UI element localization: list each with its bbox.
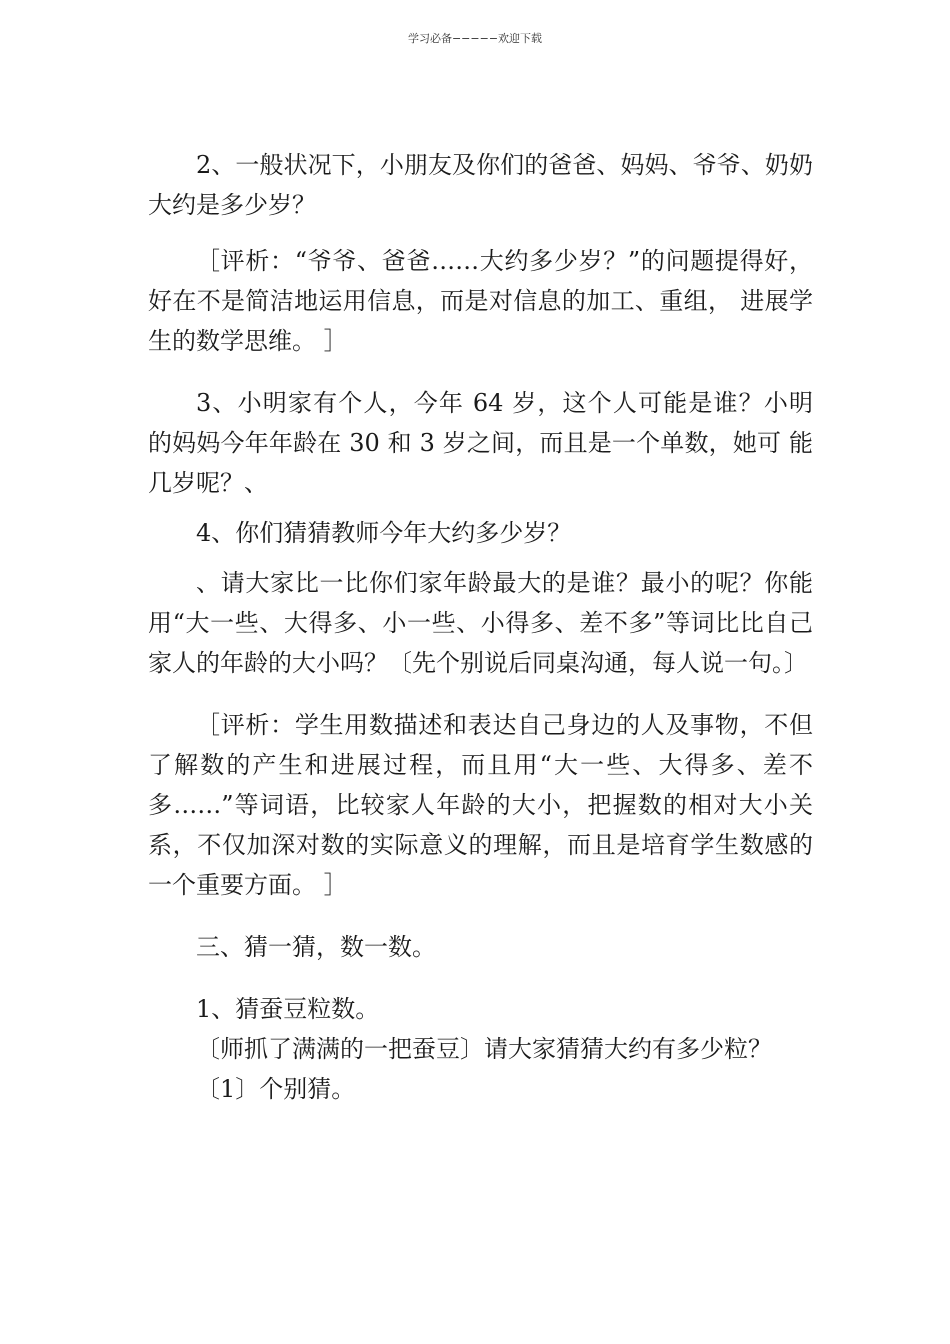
paragraph-question-2: 2、一般状况下，小朋友及你们的爸爸、妈妈、爷爷、奶奶大约是多少岁？ <box>148 151 813 219</box>
paragraph-commentary-1: ［评析：“爷爷、爸爸……大约多少岁？”的问题提得好， 好在不是简洁地运用信息，而是对信息的加工、重组， 进展学生的数学思维。 ］ <box>148 247 813 355</box>
paragraph-question-4: 4、你们猜猜教师今年大约多少岁？ <box>196 519 572 547</box>
paragraph-compare-ages: 、请大家比一比你们家年龄最大的是谁？最小的呢？你能用“大一些、大得多、小一些、小得多、差不多”等词比比自己家人的年龄的大小吗？〔先个别说后同桌沟通，每人说一句。〕 <box>148 569 813 677</box>
page-header: 学习必备−−−−−欢迎下载 <box>407 32 543 45</box>
paragraph-commentary-2: ［评析：学生用数描述和表达自己身边的人及事物，不但了解数的产生和进展过程，而且用“大一些、大得多、差不多……”等词语，比较家人年龄的大小，把握数的相对大小关系，不仅加深对数的实际意义的理解，而且是培育学生数感的一个重要方面。 ］ <box>148 711 813 899</box>
paragraph-question-3: 3、小明家有个人，今年 64 岁，这个人可能是谁？小明 的妈妈今年年龄在 30 和 3 岁之间，而且是一个单数，她可 能几岁呢？、 <box>148 389 813 497</box>
paragraph-guess-beans: 1、猜蚕豆粒数。 <box>196 995 380 1023</box>
paragraph-teacher-instruction: 〔师抓了满满的一把蚕豆〕请大家猜猜大约有多少粒？ <box>196 1035 772 1063</box>
section-heading-guess-count: 三、猜一猜，数一数。 <box>196 933 436 961</box>
paragraph-individual-guess: 〔1〕个别猜。 <box>196 1075 356 1103</box>
document-body <box>148 145 813 1109</box>
